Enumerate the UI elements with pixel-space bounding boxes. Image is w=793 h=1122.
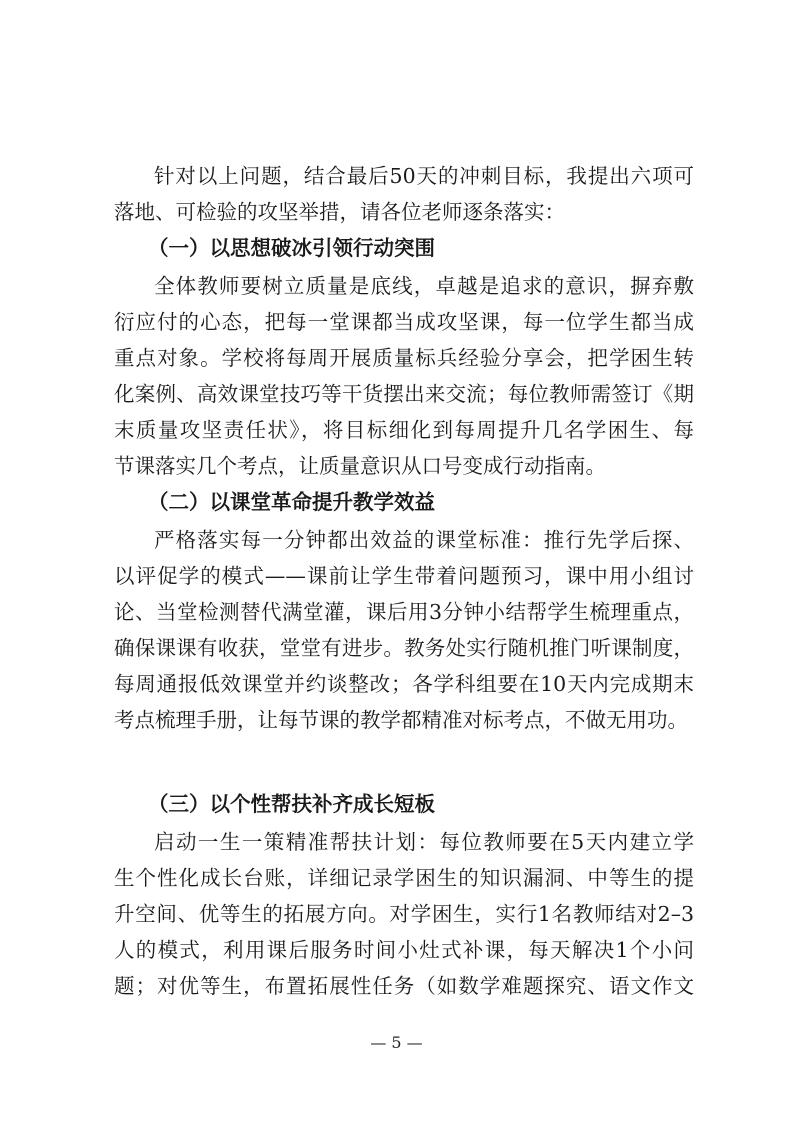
page-number: — 5 — [370,1033,423,1052]
p1-line-4: 化案例、高效课堂技巧等干货摆出来交流；每位教师需签订《期 [114,382,694,406]
p2-line-4: 确保课课有收获，堂堂有进步。教务处实行随机推门听课制度， [114,636,694,660]
p3-line-2: 生个性化成长台账，详细记录学困生的知识漏洞、中等生的提 [114,866,694,890]
p3-line-3: 升空间、优等生的拓展方向。对学困生，实行1名教师结对2–3 [114,902,694,926]
p1-line-2: 衍应付的心态，把每一堂课都当成攻坚课，每一位学生都当成 [114,310,694,334]
p1-line-1: 全体教师要树立质量是底线，卓越是追求的意识，摒弃敷 [154,274,694,298]
p3-line-1: 启动一生一策精准帮扶计划：每位教师要在5天内建立学 [154,830,694,854]
p1-line-5: 末质量攻坚责任状》，将目标细化到每周提升几名学困生、每 [114,418,694,442]
intro-line-1: 针对以上问题，结合最后50天的冲刺目标，我提出六项可 [154,164,694,188]
p3-line-5: 题；对优等生，布置拓展性任务（如数学难题探究、语文作文 [114,974,694,998]
p2-line-1: 严格落实每一分钟都出效益的课堂标准：推行先学后探、 [154,528,694,552]
p2-line-6: 考点梳理手册，让每节课的教学都精准对标考点，不做无用功。 [114,708,688,732]
p3-line-4: 人的模式，利用课后服务时间小灶式补课，每天解决1个小问 [114,938,694,962]
p2-line-5: 每周通报低效课堂并约谈整改；各学科组要在10天内完成期末 [114,672,694,696]
section-heading-3: （三）以个性帮扶补齐成长短板 [148,792,435,816]
section-heading-1: （一）以思想破冰引领行动突围 [148,236,435,260]
section-heading-2: （二）以课堂革命提升教学效益 [148,490,435,514]
p1-line-6: 节课落实几个考点，让质量意识从口号变成行动指南。 [114,454,606,478]
intro-line-2: 落地、可检验的攻坚举措，请各位老师逐条落实： [114,200,565,224]
p1-line-3: 重点对象。学校将每周开展质量标兵经验分享会，把学困生转 [114,346,694,370]
p2-line-3: 论、当堂检测替代满堂灌，课后用3分钟小结帮学生梳理重点， [114,600,694,624]
p2-line-2: 以评促学的模式——课前让学生带着问题预习，课中用小组讨 [114,564,694,588]
